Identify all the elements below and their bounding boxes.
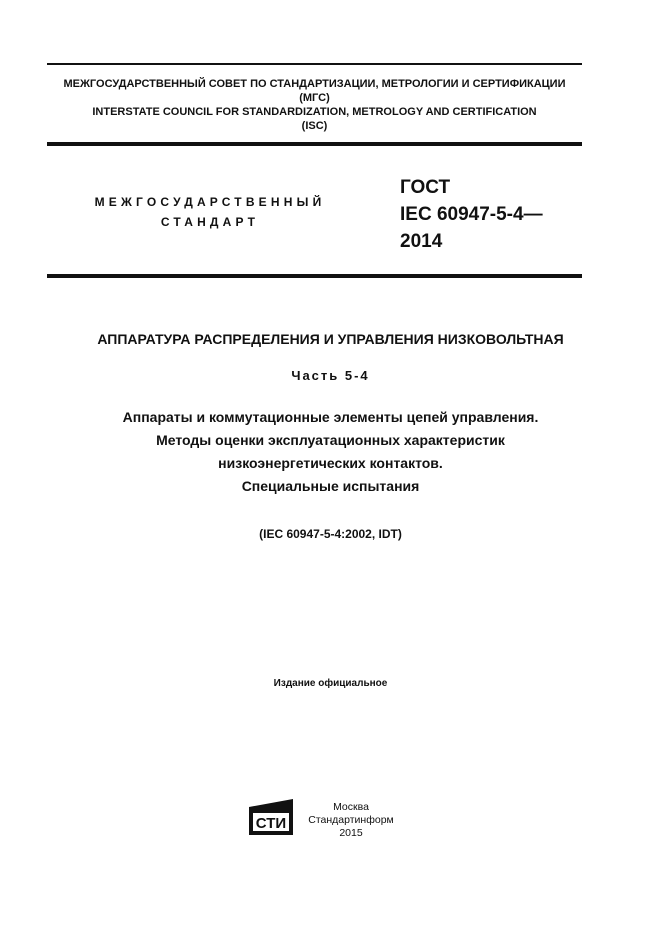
- standartinform-logo-icon: [248, 798, 294, 836]
- standard-type-line1: МЕЖГОСУДАРСТВЕННЫЙ: [94, 195, 326, 209]
- council-name-en: INTERSTATE COUNCIL FOR STANDARDIZATION, METROLOGY AND CERTIFICATION: [92, 106, 537, 118]
- standard-type: [60, 192, 360, 232]
- iec-reference: (IEC 60947-5-4:2002, IDT): [259, 527, 402, 541]
- council-name-ru: МЕЖГОСУДАРСТВЕННЫЙ СОВЕТ ПО СТАНДАРТИЗАЦИИ, МЕТРОЛОГИИ И СЕРТИФИКАЦИИ: [63, 78, 566, 90]
- council-header: [47, 77, 582, 133]
- publisher-city: Москва: [333, 801, 369, 813]
- subtitle-line4: Специальные испытания: [241, 478, 420, 494]
- standard-type-line2: СТАНДАРТ: [160, 215, 260, 229]
- subtitle-line3: низкоэнергетических контактов.: [218, 455, 443, 471]
- designation-line2: IEC 60947-5-4—: [400, 204, 543, 225]
- document-subtitle: [0, 406, 661, 498]
- subtitle-line1: Аппараты и коммутационные элементы цепей управления.: [122, 409, 539, 425]
- designation-line1: ГОСТ: [400, 177, 451, 198]
- council-abbr-en: (ISC): [301, 120, 328, 132]
- document-title: АППАРАТУРА РАСПРЕДЕЛЕНИЯ И УПРАВЛЕНИЯ НИЗКОВОЛЬТНАЯ: [97, 331, 564, 347]
- publisher-name: Стандартинформ: [308, 814, 394, 826]
- publisher-year: 2015: [339, 827, 363, 839]
- publisher-block: [296, 801, 406, 840]
- subtitle-line2: Методы оценки эксплуатационных характеристик: [156, 432, 505, 448]
- standard-designation: [400, 174, 543, 255]
- header-divider: [47, 142, 582, 146]
- edition-label: Издание официальное: [273, 678, 388, 689]
- part-number: Часть 5-4: [291, 368, 370, 383]
- title-divider: [47, 274, 582, 278]
- council-abbr-ru: (МГС): [299, 92, 330, 104]
- designation-line3: 2014: [400, 231, 443, 252]
- logo-text: СТИ: [255, 815, 287, 832]
- top-rule: [47, 63, 582, 65]
